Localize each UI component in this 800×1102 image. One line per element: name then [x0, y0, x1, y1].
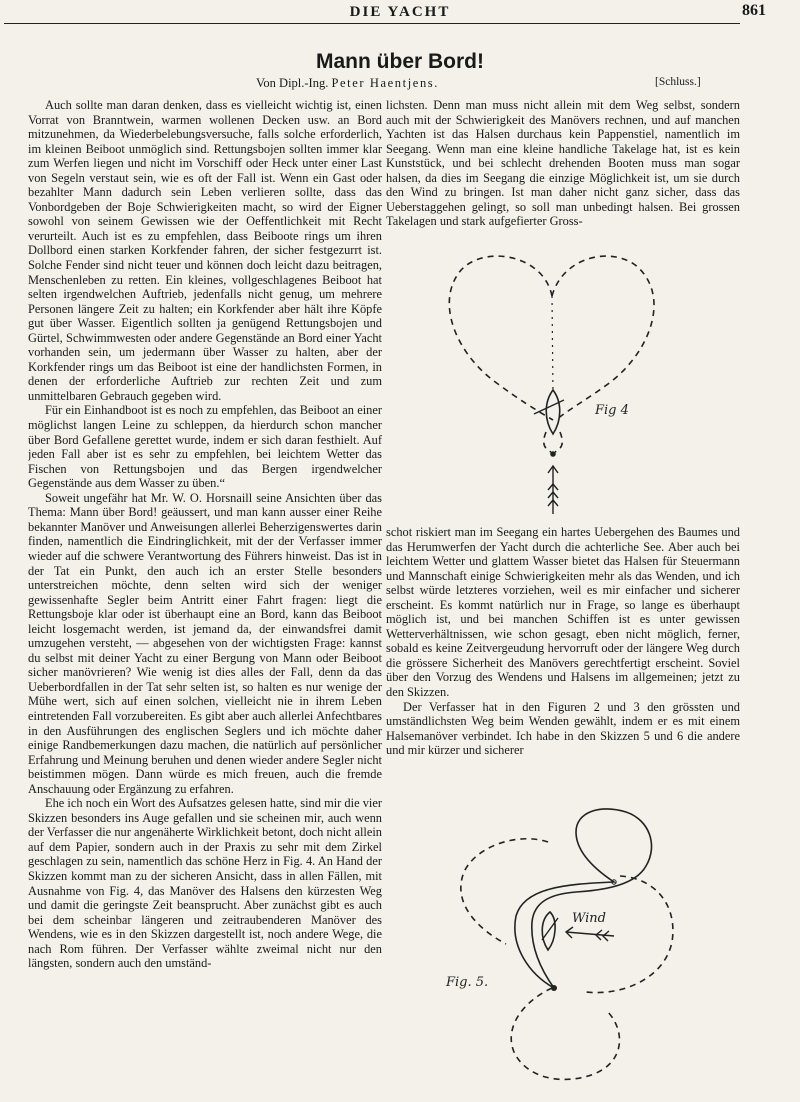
page-header [0, 0, 800, 24]
wind-label: Wind [572, 911, 606, 926]
figure-5-tack-maneuver [424, 806, 724, 1096]
paragraph: Auch sollte man daran denken, dass es vielleicht wichtig ist, einen Vorrat von Branntwein, warmen wollenen Decken usw. an Bord mitzunehmen, da Wiederbelebungsversuche, falls solche erforderlich, im kleinen Beiboot unmöglich sind. Rettungsbojen sollten immer klar zum Werfen liegen und nicht im Vorschiff oder Heck unter einer Last von Segeln verstaut sein, wie es oft der Fall ist. Wenn ein Gast oder bezahlter Mann dadurch sein Leben verlieren sollte, dass das Vonbordgeben der Boje Schwierigkeiten macht, so wird der Eigner sowohl von seinem Gewissen wie der Oeffentlichkeit mit Recht verurteilt. Auch ist es zu empfehlen, dass Beiboote rings um ihren Dollbord einen starken Korkfender fahren, der sicher festgezurrt ist. Solche Fender sind nicht teuer und können doch leicht dazu beitragen, Menschenleben zu retten. Ein kleines, vollgeschlagenes Beiboot hat selten irgendwelchen Auftrieb, jedenfalls nicht genug, um mehrere Personen längere Zeit zu halten; ein Korkfender aber hält ihre Köpfe gut über Wasser. Eigentlich sollten ja genügend Rettungsbojen und Gürtel, Schwimmwesten oder andere Gegenstände an Bord einer Yacht vorhanden sein, um jedermann über Wasser zu halten, aber der Korkfender rings um das Beiboot ist eine der handlichsten Formen, in denen der erforderliche Auftrieb zur rechten Zeit und zum unmittelbaren Gebrauch gegeben wird. [28, 98, 382, 403]
header-rule [4, 23, 740, 24]
paragraph: Für ein Einhandboot ist es noch zu empfehlen, das Beiboot an einer möglichst langen Leine zu schleppen, da hierdurch schon mancher über Bord Gefallene gerettet wurde, indem er sich daran festhielt. Auf jeden Fall aber ist es sehr zu empfehlen, bei leichtem Wetter das Fischen von Rettungsbojen und das Bergen irgendwelcher Gegenstände aus dem Wasser zu üben.“ [28, 403, 382, 491]
fig5-man-overboard-dot [551, 985, 557, 991]
byline-prefix: Von Dipl.-Ing. [256, 76, 329, 90]
fig4-man-overboard-dot [550, 451, 556, 457]
continuation-note: [Schluss.] [655, 76, 701, 88]
journal-title: DIE YACHT [349, 4, 451, 20]
paragraph: lichsten. Denn man muss nicht allein mit dem Weg selbst, sondern auch mit der Schwierigkeit des Manövers rechnen, und auf manchen Yachten ist das Halsen durchaus kein Pappenstiel, namentlich im Seegang. Wenn man eine kleine handliche Takelage hat, ist es kein Kunststück, und bei schlecht drehenden Booten muss man sogar halsen, da dies im Seegang die einzige Möglichkeit ist, um sie durch den Wind zu bringen. Ist man daher nicht ganz sicher, dass das Ueberstaggehen gelingt, so soll man unbedingt halsen. Bei grossen Takelagen und stark aufgefierter Gross- [386, 98, 740, 229]
paragraph: Der Verfasser hat in den Figuren 2 und 3 den grössten und umständlichsten Weg beim Wenden gewählt, indem er es mit einem Halsemanöver verbindet. Ich habe in den Skizzen 5 und 6 die andere und mir kürzer und sicherer [386, 699, 740, 758]
wind-arrow-icon [548, 466, 558, 514]
article-title: Mann über Bord! [316, 50, 484, 73]
fig4-centerline [552, 296, 553, 394]
right-column-middle [386, 525, 740, 805]
page-number: 861 [742, 2, 766, 19]
fig4-yacht-icon [546, 390, 560, 434]
byline [256, 76, 439, 91]
fig5-solid-loop-path [515, 809, 652, 988]
paragraph: Soweit ungefähr hat Mr. W. O. Horsnaill seine Ansichten über das Thema: Mann über Bord! geäussert, und man kann ausser einer Reihe bekannter Manöver und Anweisungen allerlei Beherzigenswertes darin finden, namentlich die Eindringlichkeit, mit der der Verfasser immer wieder auf die schwere Verantwortung des Führers hinweist. Das ist in der Tat ein Punkt, den auch ich an erster Stelle besonders unterstreichen möchte, denn selten wird sich der weniger gewissenhafte Segler beim Antritt einer Fahrt fragen: liegt die Rettungsboje klar oder ist überhaupt eine an Bord, kann das Beiboot leicht losgemacht werden, ist jemand da, der einwandsfrei damit umzugehen versteht, — abgesehen von der wichtigsten Frage: kannst du selbst mit deiner Yacht zu einer Bergung von Mann oder Beiboot sicher manövrieren? Wie wenig ist dies alles der Fall, denn da das Ueberbordfallen in der Tat sehr selten ist, so halten es nur wenige der Mühe wert, sich auf einen solchen, vielleicht nie in ihrem Leben eintretenden Fall vorzubereiten. Es gibt aber auch allerlei Anfechtbares in den Ausführungen des englischen Seglers und ich möchte daher einige Randbemerkungen dazu machen, die natürlich auf persönlicher Erfahrung und Meinung beruhen und denen wieder andere Segler nicht beistimmen mögen. Dann würde es mich freuen, auch die fremde Anschauung oder Ergänzung zu erfahren. [28, 490, 382, 796]
fig5-outer-dashed-path [461, 839, 548, 944]
author-name: Peter Haentjens. [331, 76, 439, 90]
left-column [28, 98, 382, 1096]
fig5-label: Fig. 5. [446, 975, 489, 990]
figure-4-heart-maneuver [418, 244, 718, 520]
paragraph: schot riskiert man im Seegang ein hartes Uebergehen des Baumes und das Herumwerfen der Yacht durch die achterliche See. Aber auch bei leichtem Wetter und glattem Wasser bietet das Halsen für Steuermann und Mannschaft einige Schwierigkeiten mehr als das Wenden, und ich selbst würde letzteres vorziehen, weil es mir einfacher und sicherer erscheint. Es kommt natürlich nur in Frage, so lange es überhaupt möglich ist, und bei manchen Schiffen ist es unter gewissen Wetterverhältnissen, wie schon gesagt, eben nicht möglich, ferner, sobald es keine Zeitvergeudung hervorruft oder der längere Weg durch die grössere Sicherheit des Manövers gerechtfertigt erscheint. Soviel über den Vorzug des Wendens und Halsens im allgemeinen; jetzt zu den Skizzen. [386, 525, 740, 700]
fig4-right-lobe-path [552, 256, 654, 420]
fig5-lower-dashed-path [511, 988, 619, 1079]
fig4-approach-path [544, 432, 551, 452]
fig4-label: Fig 4 [595, 403, 629, 418]
fig4-approach-path-right [555, 432, 562, 452]
paragraph: Ehe ich noch ein Wort des Aufsatzes gelesen hatte, sind mir die vier Skizzen besonders ins Auge gefallen und sie scheinen mir, auch wenn der Verfasser die nur angenäherte Wirklichkeit betont, doch nicht allein auf dem Papier, sondern auch in der Praxis zu sehr mit dem Zirkel geschlagen zu sein, namentlich das schöne Herz in Fig. 4. An Hand der Skizzen kommt man zu der sicheren Ansicht, dass in allen Fällen, mit Ausnahme von Fig. 4, das Manöver des Halsens den kürzesten Weg und damit die geringste Zeit beansprucht. Aber zunächst gibt es auch bei dem scheinbar längeren und zeitraubenderen Manöver des Wendens, wie es in den Skizzen dargestellt ist, noch andere Wege, die nach Rom führen. Der Verfasser wählte zweimal nicht nur den längsten, sondern auch den umständ- [28, 796, 382, 971]
right-column-top [386, 98, 740, 234]
fig5-wind-arrow-icon [566, 927, 614, 941]
fig4-left-lobe-path [449, 256, 553, 420]
